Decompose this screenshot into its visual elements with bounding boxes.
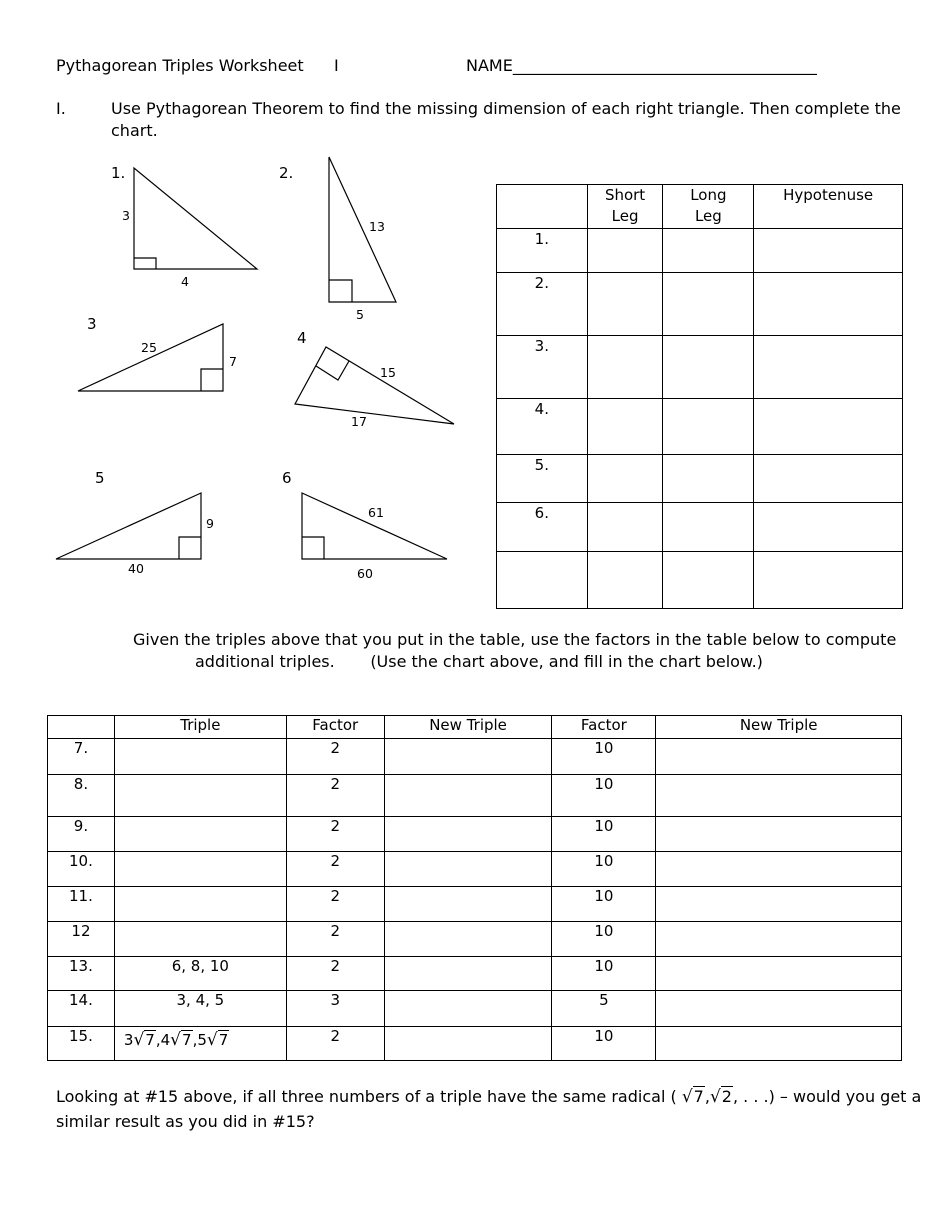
chart1-row [497,552,903,609]
chart1-hypotenuse-cell[interactable] [754,503,903,552]
chart2-factor-cell: 2 [286,922,384,957]
triangle-1-label-a: 3 [122,208,130,223]
chart1-row [497,503,903,552]
chart2-row-number: 13. [48,957,115,991]
chart2-triple-cell[interactable] [114,852,286,887]
triangle-4-label-a: 15 [380,365,396,380]
chart2-new-triple-cell[interactable] [384,852,552,887]
chart1-row-number [497,552,588,609]
chart2-new-triple-cell-2[interactable] [656,991,902,1027]
coef-3: 5 [197,1031,207,1049]
chart2-new-triple-cell-2[interactable] [656,817,902,852]
chart2-header-factor-2: Factor [552,716,656,739]
given-line1: Given the triples above that you put in the table, use the factors in the table below to compute [133,630,897,649]
chart1-row [497,273,903,336]
chart1-row-number: 5. [497,455,588,503]
chart1-short-leg-cell[interactable] [587,273,663,336]
chart2-triple-cell[interactable] [114,817,286,852]
chart2-new-triple-cell[interactable] [384,991,552,1027]
chart1-header-row [497,185,903,229]
chart2-factor-cell: 2 [286,957,384,991]
chart2-row-number: 7. [48,739,115,775]
instructions-line1: Use Pythagorean Theorem to find the missing dimension of each right triangle. Then complete the [111,99,901,118]
chart2-row [48,922,902,957]
radicand-3: 7 [218,1031,229,1049]
chart1-short-leg-cell[interactable] [587,455,663,503]
coef-1: 3 [123,1031,134,1049]
triangle-5-number: 5 [95,469,105,487]
triangle-5-label-b: 40 [128,561,144,576]
chart1-long-leg-cell[interactable] [663,273,754,336]
chart2-row [48,991,902,1027]
chart2-factor-cell: 2 [286,817,384,852]
question-radicand-2: 2 [721,1087,732,1106]
name-field[interactable]: NAME______________________________________ [466,56,817,75]
chart2-row-number: 12 [48,922,115,957]
chart2-factor-cell-2: 10 [552,922,656,957]
chart2-new-triple-cell-2[interactable] [656,852,902,887]
chart2-new-triple-cell[interactable] [384,957,552,991]
chart2-factor-cell-2: 10 [552,817,656,852]
chart1-hypotenuse-cell[interactable] [754,399,903,455]
triangle-4-label-b: 17 [351,414,367,429]
chart2-triple-cell[interactable] [114,922,286,957]
chart1-hypotenuse-cell[interactable] [754,552,903,609]
question-line2: similar result as you did in #15? [56,1112,315,1131]
chart1-hypotenuse-cell[interactable] [754,273,903,336]
chart2-new-triple-cell[interactable] [384,1027,552,1061]
chart1-row [497,336,903,399]
chart1-row-number: 3. [497,336,588,399]
sep-1: , [155,1031,161,1049]
chart2-row [48,852,902,887]
chart2-new-triple-cell-2[interactable] [656,957,902,991]
radical-triple: 3√7,4√7,5√7 [123,1030,229,1050]
chart1-header-blank [497,185,588,229]
chart2-row [48,775,902,817]
triangle-1-number: 1. [111,164,126,182]
triangle-2-label-a: 13 [369,219,385,234]
chart2-factor-cell: 2 [286,1027,384,1061]
chart2-row-number: 10. [48,852,115,887]
chart1-long-leg-cell[interactable] [663,503,754,552]
chart2-triple-cell[interactable] [114,739,286,775]
instructions-line2: chart. [111,121,158,140]
chart1-row [497,455,903,503]
chart2-factor-cell-2: 10 [552,957,656,991]
triangle-1-label-b: 4 [181,274,189,289]
triangle-6-label-a: 61 [368,505,384,520]
chart2-new-triple-cell[interactable] [384,775,552,817]
chart2-new-triple-cell[interactable] [384,887,552,922]
chart2-factor-cell: 2 [286,852,384,887]
question-part2: , . . .) – would you get a [732,1087,922,1106]
chart2-factor-cell-2: 10 [552,852,656,887]
triangle-6-number: 6 [282,469,292,487]
chart1-row-number: 1. [497,229,588,273]
worksheet-title: Pythagorean Triples Worksheet [56,56,304,75]
chart1-hypotenuse-cell[interactable] [754,455,903,503]
chart2-row-number: 11. [48,887,115,922]
triangle-4-number: 4 [297,329,307,347]
coef-2: 4 [160,1031,171,1049]
chart2-header-new-triple-2: New Triple [656,716,902,739]
chart1-hypotenuse-cell[interactable] [754,229,903,273]
triangle-3-label-b: 7 [229,354,237,369]
triangle-2-number: 2. [279,164,294,182]
chart2-new-triple-cell-2[interactable] [656,775,902,817]
chart2-factor-cell: 2 [286,739,384,775]
triangle-1 [134,168,257,269]
chart2-row-number: 15. [48,1027,115,1061]
chart1-short-leg-cell[interactable] [587,229,663,273]
chart1-long-leg-cell[interactable] [663,336,754,399]
section-number: I. [56,99,66,118]
chart1-hypotenuse-cell[interactable] [754,336,903,399]
chart1-header-short-leg: Short Leg [587,185,663,229]
radicand-2: 7 [182,1031,192,1049]
chart2-new-triple-cell-2[interactable] [656,739,902,775]
chart1-long-leg-cell[interactable] [663,399,754,455]
chart2-row-number: 9. [48,817,115,852]
chart1-short-leg-cell[interactable] [587,336,663,399]
chart1-short-leg-cell[interactable] [587,399,663,455]
chart2-triple-cell: 3, 4, 5 [114,991,286,1027]
chart2-factor-cell: 2 [286,887,384,922]
question-part1: Looking at #15 above, if all three numbers of a triple have the same radical ( [56,1087,677,1106]
chart2-header-factor: Factor [286,716,384,739]
chart1-row [497,399,903,455]
triangle-3-label-a: 25 [141,340,157,355]
chart1-long-leg-cell[interactable] [663,552,754,609]
chart2-header-new-triple: New Triple [384,716,552,739]
chart2-header-triple: Triple [114,716,286,739]
chart2-factor-cell-2: 10 [552,775,656,817]
chart2-new-triple-cell[interactable] [384,817,552,852]
section-mark: I [334,56,339,75]
chart1-short-leg-cell[interactable] [587,552,663,609]
new-triples-chart [47,715,902,1061]
chart2-new-triple-cell[interactable] [384,922,552,957]
chart2-new-triple-cell-2[interactable] [656,922,902,957]
chart2-row [48,817,902,852]
triangle-6-label-b: 60 [357,566,373,581]
chart2-row [48,887,902,922]
chart2-factor-cell: 3 [286,991,384,1027]
chart1-short-leg-cell[interactable] [587,503,663,552]
chart2-new-triple-cell-2[interactable] [656,1027,902,1061]
chart2-new-triple-cell-2[interactable] [656,887,902,922]
chart2-row [48,739,902,775]
radicand-1: 7 [145,1031,155,1049]
chart2-new-triple-cell[interactable] [384,739,552,775]
triangle-figures [0,0,480,600]
chart1-row [497,229,903,273]
chart1-row-number: 2. [497,273,588,336]
chart2-triple-cell: 6, 8, 10 [114,957,286,991]
chart2-factor-cell-2: 10 [552,739,656,775]
chart2-triple-cell[interactable] [114,887,286,922]
chart2-header-row [48,716,902,739]
chart2-row-number: 14. [48,991,115,1027]
chart2-triple-cell-radical [114,1027,286,1061]
chart2-factor-cell-2: 10 [552,887,656,922]
chart2-row-number: 8. [48,775,115,817]
chart1-header-long-leg: Long Leg [663,185,754,229]
question-radicand-1: 7 [693,1087,704,1106]
chart1-long-leg-cell[interactable] [663,455,754,503]
triangle-4 [295,347,454,424]
chart2-row [48,957,902,991]
sep-2: , [192,1031,198,1049]
side-lengths-chart [496,184,903,609]
chart2-factor-cell: 2 [286,775,384,817]
chart1-row-number: 6. [497,503,588,552]
question-line1: Looking at #15 above, if all three numbers of a triple have the same radical ( √7,√2, . . .) – would you get a [56,1087,922,1107]
chart1-row-number: 4. [497,399,588,455]
triangle-2-label-b: 5 [356,307,364,322]
chart2-triple-cell[interactable] [114,775,286,817]
chart2-header-blank [48,716,115,739]
chart2-factor-cell-2: 5 [552,991,656,1027]
chart2-factor-cell-2: 10 [552,1027,656,1061]
triangle-5-label-a: 9 [206,516,214,531]
triangle-3-number: 3 [87,315,97,333]
chart1-header-hypotenuse: Hypotenuse [754,185,903,229]
chart1-long-leg-cell[interactable] [663,229,754,273]
given-line2: additional triples. (Use the chart above, and fill in the chart below.) [195,652,763,671]
chart2-row [48,1027,902,1061]
